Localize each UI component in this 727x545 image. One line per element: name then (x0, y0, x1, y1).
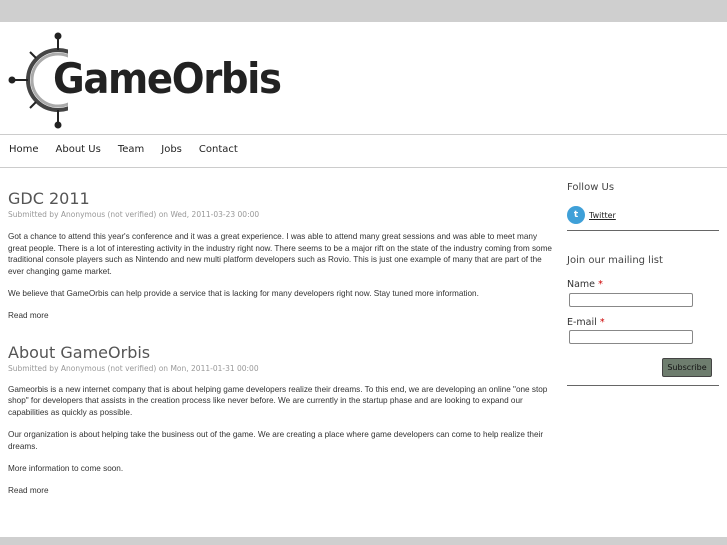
post-paragraph: More information to come soon. (8, 464, 124, 473)
name-label (567, 279, 603, 290)
twitter-link[interactable]: Twitter (589, 210, 616, 220)
site-logo[interactable] (8, 32, 281, 132)
post-about-gameorbis (8, 344, 553, 495)
main-navigation (0, 134, 727, 168)
required-mark: * (598, 279, 603, 290)
post-paragraph: Gameorbis is a new internet company that is about helping game developers realize their dreams. To this end, we are developing an online "one stop shop" for developers that assists in the creation process like never before. We are currently in the startup phase and are looking to expand our capabilities as quickly as possible. (8, 384, 548, 417)
divider (567, 230, 719, 231)
follow-us-heading: Follow Us (567, 182, 615, 193)
post-title[interactable]: About GameOrbis (8, 342, 151, 362)
post-meta: Submitted by Anonymous (not verified) on Wed, 2011-03-23 00:00 (8, 210, 260, 219)
read-more-link[interactable]: Read more (8, 485, 49, 495)
twitter-row (567, 206, 616, 224)
bottom-bar (0, 537, 727, 545)
post-meta: Submitted by Anonymous (not verified) on Mon, 2011-01-31 00:00 (8, 363, 259, 373)
post-gdc-2011 (8, 190, 553, 320)
subscribe-button[interactable]: Subscribe (662, 358, 712, 377)
nav-home[interactable]: Home (9, 144, 39, 155)
post-paragraph: Our organization is about helping take the business out of the game. We are creating a place where game developers can come to help realize their dreams. (8, 430, 544, 451)
name-input[interactable] (569, 293, 693, 307)
email-label (567, 317, 605, 328)
nav-about-us[interactable]: About Us (55, 144, 101, 155)
mailing-list-heading: Join our mailing list (567, 255, 663, 266)
post-title[interactable]: GDC 2011 (8, 189, 90, 208)
name-label-text: Name (567, 279, 596, 290)
divider (567, 385, 719, 386)
content-area (8, 190, 553, 495)
required-mark: * (599, 317, 605, 328)
read-more-link[interactable]: Read more (8, 310, 49, 320)
twitter-icon[interactable]: t (567, 206, 585, 224)
email-input[interactable] (569, 330, 693, 344)
nav-contact[interactable]: Contact (198, 144, 238, 155)
post-paragraph: Got a chance to attend this year's conference and it was a great experience. I was able to attend many great sessions and was able to meet many great people. There is a lot of interesting activity in the industry right now. There seems to be a major rift on the state of the industry coming from some traditional console players such as Nintendo and new multi platform developers such as Rovio. This is just one example of many that are part of the ever changing game market. (8, 232, 552, 276)
top-bar (0, 0, 727, 22)
nav-jobs[interactable]: Jobs (161, 144, 182, 155)
post-paragraph: We believe that GameOrbis can help provide a service that is lacking for many developers right now. Stay tuned more information. (8, 289, 479, 298)
email-label-text: E-mail (567, 317, 597, 328)
site-name: GameOrbis (53, 54, 281, 103)
nav-team[interactable]: Team (117, 144, 145, 155)
